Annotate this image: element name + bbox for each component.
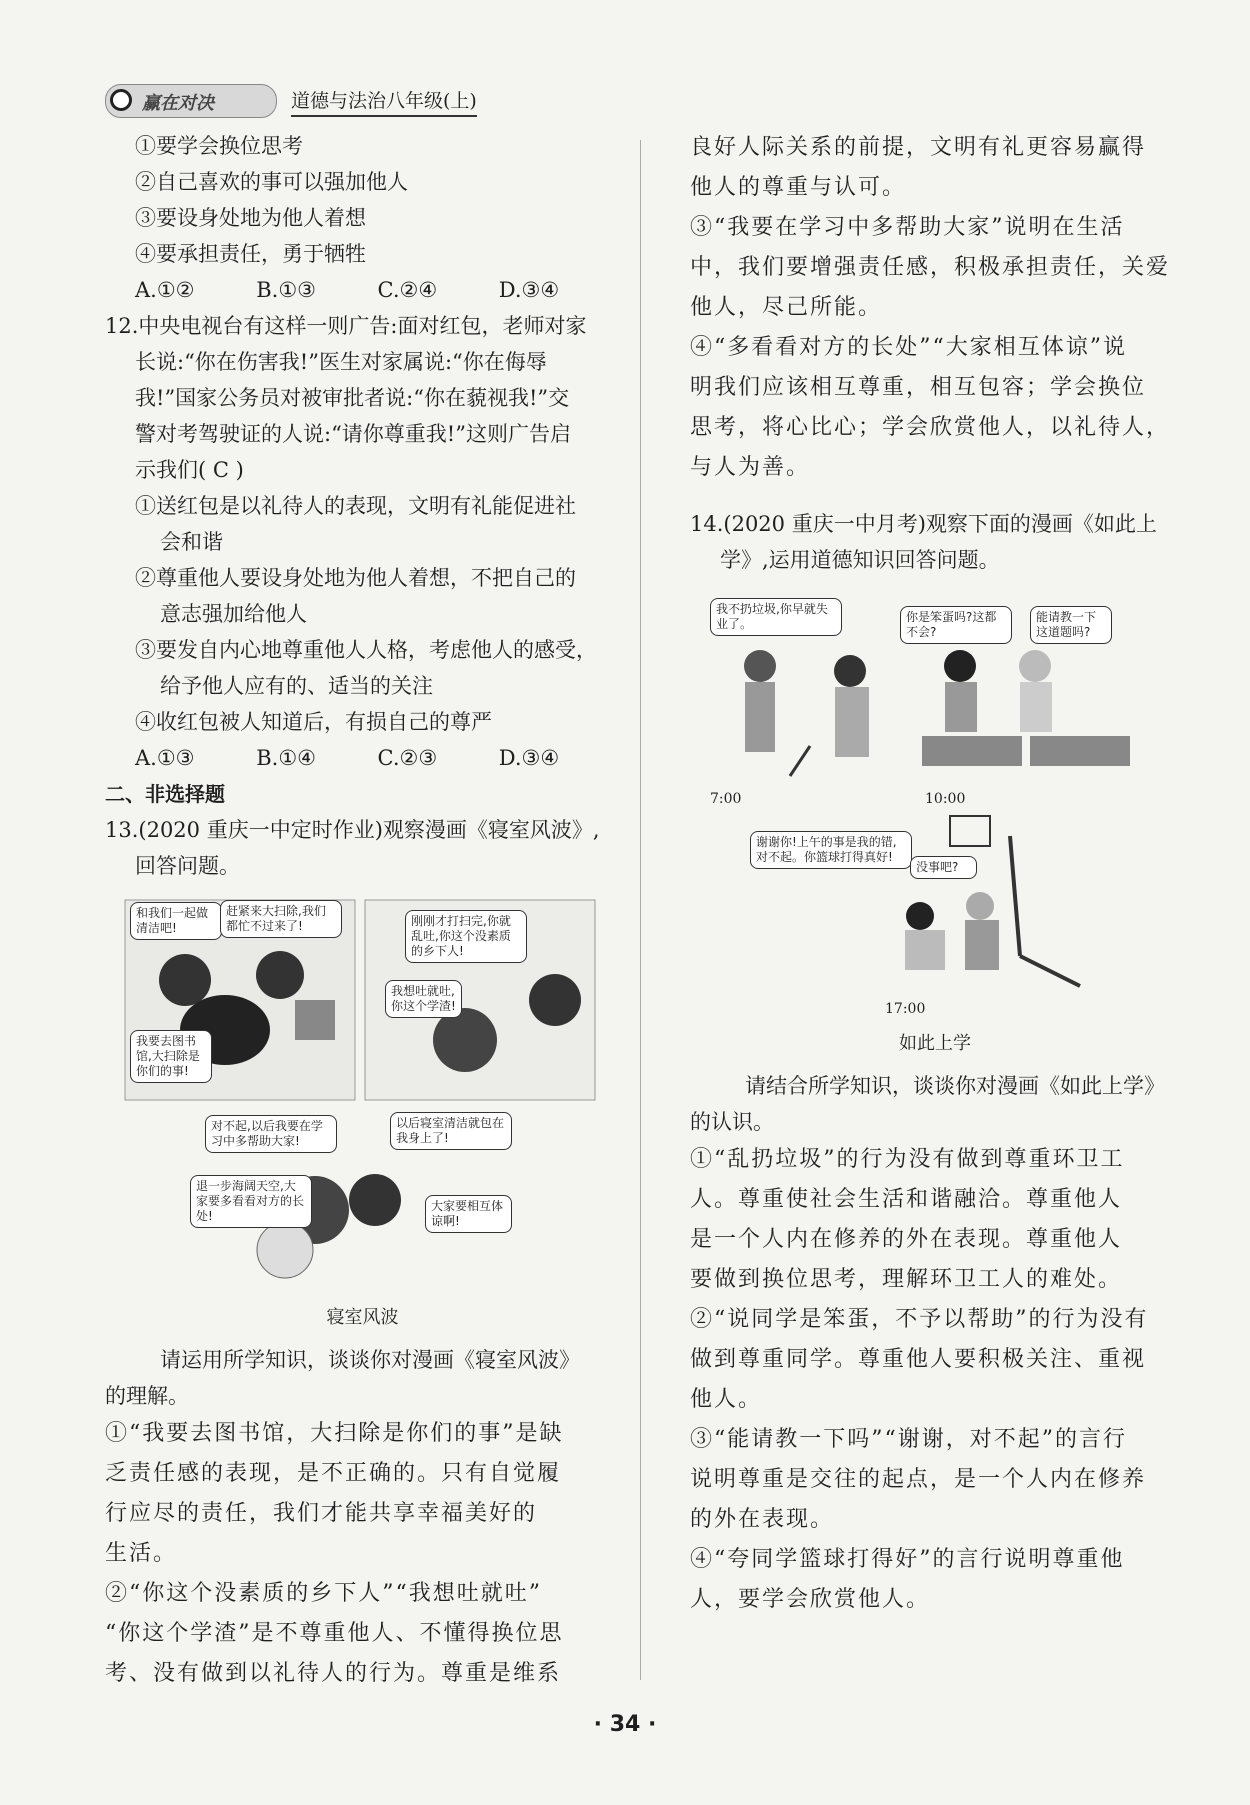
speech-bubble: 我不扔垃圾,你早就失业了。 [710, 598, 842, 636]
speech-bubble: 我要去图书馆,大扫除是你们的事! [130, 1030, 212, 1083]
q11-item: ②自己喜欢的事可以强加他人 [135, 170, 408, 194]
cartoon-school [690, 586, 1170, 1026]
speech-bubble: 谢谢你!上午的事是我的错,对不起。你篮球打得真好! [750, 831, 912, 869]
q12-item: 意志强加给他人 [160, 602, 307, 626]
answer-line: ③“我要在学习中多帮助大家”说明在生活 [690, 215, 1125, 240]
q14-prompt: 请结合所学知识，谈谈你对漫画《如此上学》 [745, 1074, 1165, 1098]
q11-item: ④要承担责任，勇于牺牲 [135, 242, 366, 266]
speech-bubble: 你是笨蛋吗?这都不会? [900, 606, 1012, 644]
answer-line: “你这个学渣”是不尊重他人、不懂得换位思 [105, 1621, 564, 1646]
logo-circle-icon [110, 89, 132, 111]
q13-stem: 13.(2020 重庆一中定时作业)观察漫画《寝室风波》, [105, 818, 600, 842]
q13-answer [105, 1414, 620, 1694]
answer-line: ①“乱扔垃圾”的行为没有做到尊重环卫工 [690, 1147, 1125, 1172]
answer-line: 与人为善。 [690, 455, 811, 480]
answer-line: ③“能请教一下吗”“谢谢，对不起”的言行 [690, 1427, 1127, 1452]
q11-item: ③要设身处地为他人着想 [135, 206, 366, 230]
figure-caption: 寝室风波 [326, 1307, 399, 1328]
q12-item: ③要发自内心地尊重他人人格，考虑他人的感受， [135, 638, 597, 662]
speech-bubble: 刚刚才打扫完,你就乱吐,你这个没素质的乡下人! [405, 910, 527, 963]
q11-item: ①要学会换位思考 [135, 134, 303, 158]
answer-line: 思考，将心比心；学会欣赏他人，以礼待人， [690, 415, 1171, 440]
answer-line: 做到尊重同学。尊重他人要积极关注、重视 [690, 1347, 1147, 1372]
q12-stem: 我!”国家公务员对被审批者说:“你在藐视我!”交 [135, 386, 570, 410]
q12-item: ④收红包被人知道后，有损自己的尊严 [135, 710, 492, 734]
option: A.①② [135, 278, 195, 302]
time-label: 10:00 [925, 791, 966, 807]
page-header [105, 84, 505, 118]
answer-line: 人。尊重使社会生活和谐融洽。尊重他人 [690, 1187, 1123, 1212]
option: B.①④ [256, 746, 317, 770]
option: A.①③ [135, 746, 195, 770]
answer-line: 他人。 [690, 1387, 763, 1412]
logo-text: 赢在对决 [142, 93, 214, 114]
answer-line: 乏责任感的表现，是不正确的。只有自觉履 [105, 1461, 562, 1486]
speech-bubble: 以后寝室清洁就包在我身上了! [390, 1112, 512, 1150]
q11-options [105, 272, 620, 308]
option: D.③④ [498, 746, 560, 770]
answer-line: 行应尽的责任，我们才能共享幸福美好的 [105, 1501, 538, 1526]
time-label: 17:00 [885, 1001, 926, 1017]
speech-bubble: 退一步海阔天空,大家要多看看对方的长处! [190, 1175, 312, 1228]
option: C.②③ [377, 746, 438, 770]
answer-line: 人，要学会欣赏他人。 [690, 1587, 931, 1612]
speech-bubble: 对不起,以后我要在学习中多帮助大家! [205, 1115, 337, 1153]
q12-stem: 长说:“你在伤害我!”医生对家属说:“你在侮辱 [135, 350, 547, 374]
answer-line: 生活。 [105, 1541, 178, 1566]
option: B.①③ [256, 278, 317, 302]
q13-answer-continued [690, 128, 1180, 488]
brand-logo [105, 84, 277, 118]
q14-stem: 学》,运用道德知识回答问题。 [720, 548, 1000, 572]
q12-item: ①送红包是以礼待人的表现，文明有礼能促进社 [135, 494, 576, 518]
answer-line: 他人的尊重与认可。 [690, 175, 907, 200]
column-divider [640, 140, 641, 1680]
left-column [105, 128, 620, 1694]
time-label: 7:00 [710, 791, 742, 807]
answer-line: ④“夸同学篮球打得好”的言行说明尊重他 [690, 1547, 1125, 1572]
q12-stem: 示我们( C ) [135, 458, 244, 482]
answer-line: 中，我们要增强责任感，积极承担责任，关爱 [690, 255, 1171, 280]
answer-line: 明我们应该相互尊重，相互包容；学会换位 [690, 375, 1147, 400]
answer-line: 要做到换位思考，理解环卫工人的难处。 [690, 1267, 1123, 1292]
q12-item: ②尊重他人要设身处地为他人着想，不把自己的 [135, 566, 576, 590]
figure-caption: 如此上学 [899, 1033, 971, 1054]
speech-bubble: 和我们一起做清洁吧! [130, 902, 222, 940]
option: C.②④ [377, 278, 438, 302]
cartoon-dorm-drawing [105, 890, 605, 1300]
speech-bubble: 大家要相互体谅啊! [425, 1195, 512, 1233]
q14-answer [690, 1140, 1180, 1620]
q13-prompt: 请运用所学知识，谈谈你对漫画《寝室风波》 [160, 1348, 580, 1372]
answer-line: 的外在表现。 [690, 1507, 835, 1532]
q12-item: 会和谐 [160, 530, 223, 554]
answer-line: 良好人际关系的前提，文明有礼更容易赢得 [690, 135, 1147, 160]
q14-prompt: 的认识。 [690, 1110, 774, 1134]
q12-item: 给予他人应有的、适当的关注 [160, 674, 433, 698]
page-number: · 34 · [593, 1712, 657, 1737]
q12-stem: 12.中央电视台有这样一则广告:面对红包，老师对家 [105, 314, 587, 338]
answer-line: ④“多看看对方的长处”“大家相互体谅”说 [690, 335, 1127, 360]
section-title: 二、非选择题 [105, 782, 225, 806]
option: D.③④ [498, 278, 560, 302]
answer-line: ①“我要去图书馆，大扫除是你们的事”是缺 [105, 1421, 564, 1446]
answer-line: 考、没有做到以礼待人的行为。尊重是维系 [105, 1661, 562, 1686]
right-column [690, 128, 1180, 1620]
speech-bubble: 能请教一下这道题吗? [1030, 606, 1112, 644]
answer-line: ②“你这个没素质的乡下人”“我想吐就吐” [105, 1581, 542, 1606]
book-title: 道德与法治八年级(上) [291, 86, 477, 117]
answer-line: 他人，尽己所能。 [690, 295, 883, 320]
answer-line: 是一个人内在修养的外在表现。尊重他人 [690, 1227, 1123, 1252]
speech-bubble: 没事吧? [910, 856, 977, 879]
speech-bubble: 赶紧来大扫除,我们都忙不过来了! [220, 900, 342, 938]
q12-stem: 警对考驾驶证的人说:“请你尊重我!”这则广告启 [135, 422, 571, 446]
q14-stem: 14.(2020 重庆一中月考)观察下面的漫画《如此上 [690, 512, 1157, 536]
answer-line: ②“说同学是笨蛋，不予以帮助”的行为没有 [690, 1307, 1149, 1332]
cartoon-dorm [105, 890, 605, 1300]
q13-prompt: 的理解。 [105, 1384, 189, 1408]
q13-stem: 回答问题。 [135, 854, 240, 878]
answer-line: 说明尊重是交往的起点，是一个人内在修养 [690, 1467, 1147, 1492]
q12-options [105, 740, 620, 776]
speech-bubble: 我想吐就吐,你这个学渣! [385, 980, 462, 1018]
